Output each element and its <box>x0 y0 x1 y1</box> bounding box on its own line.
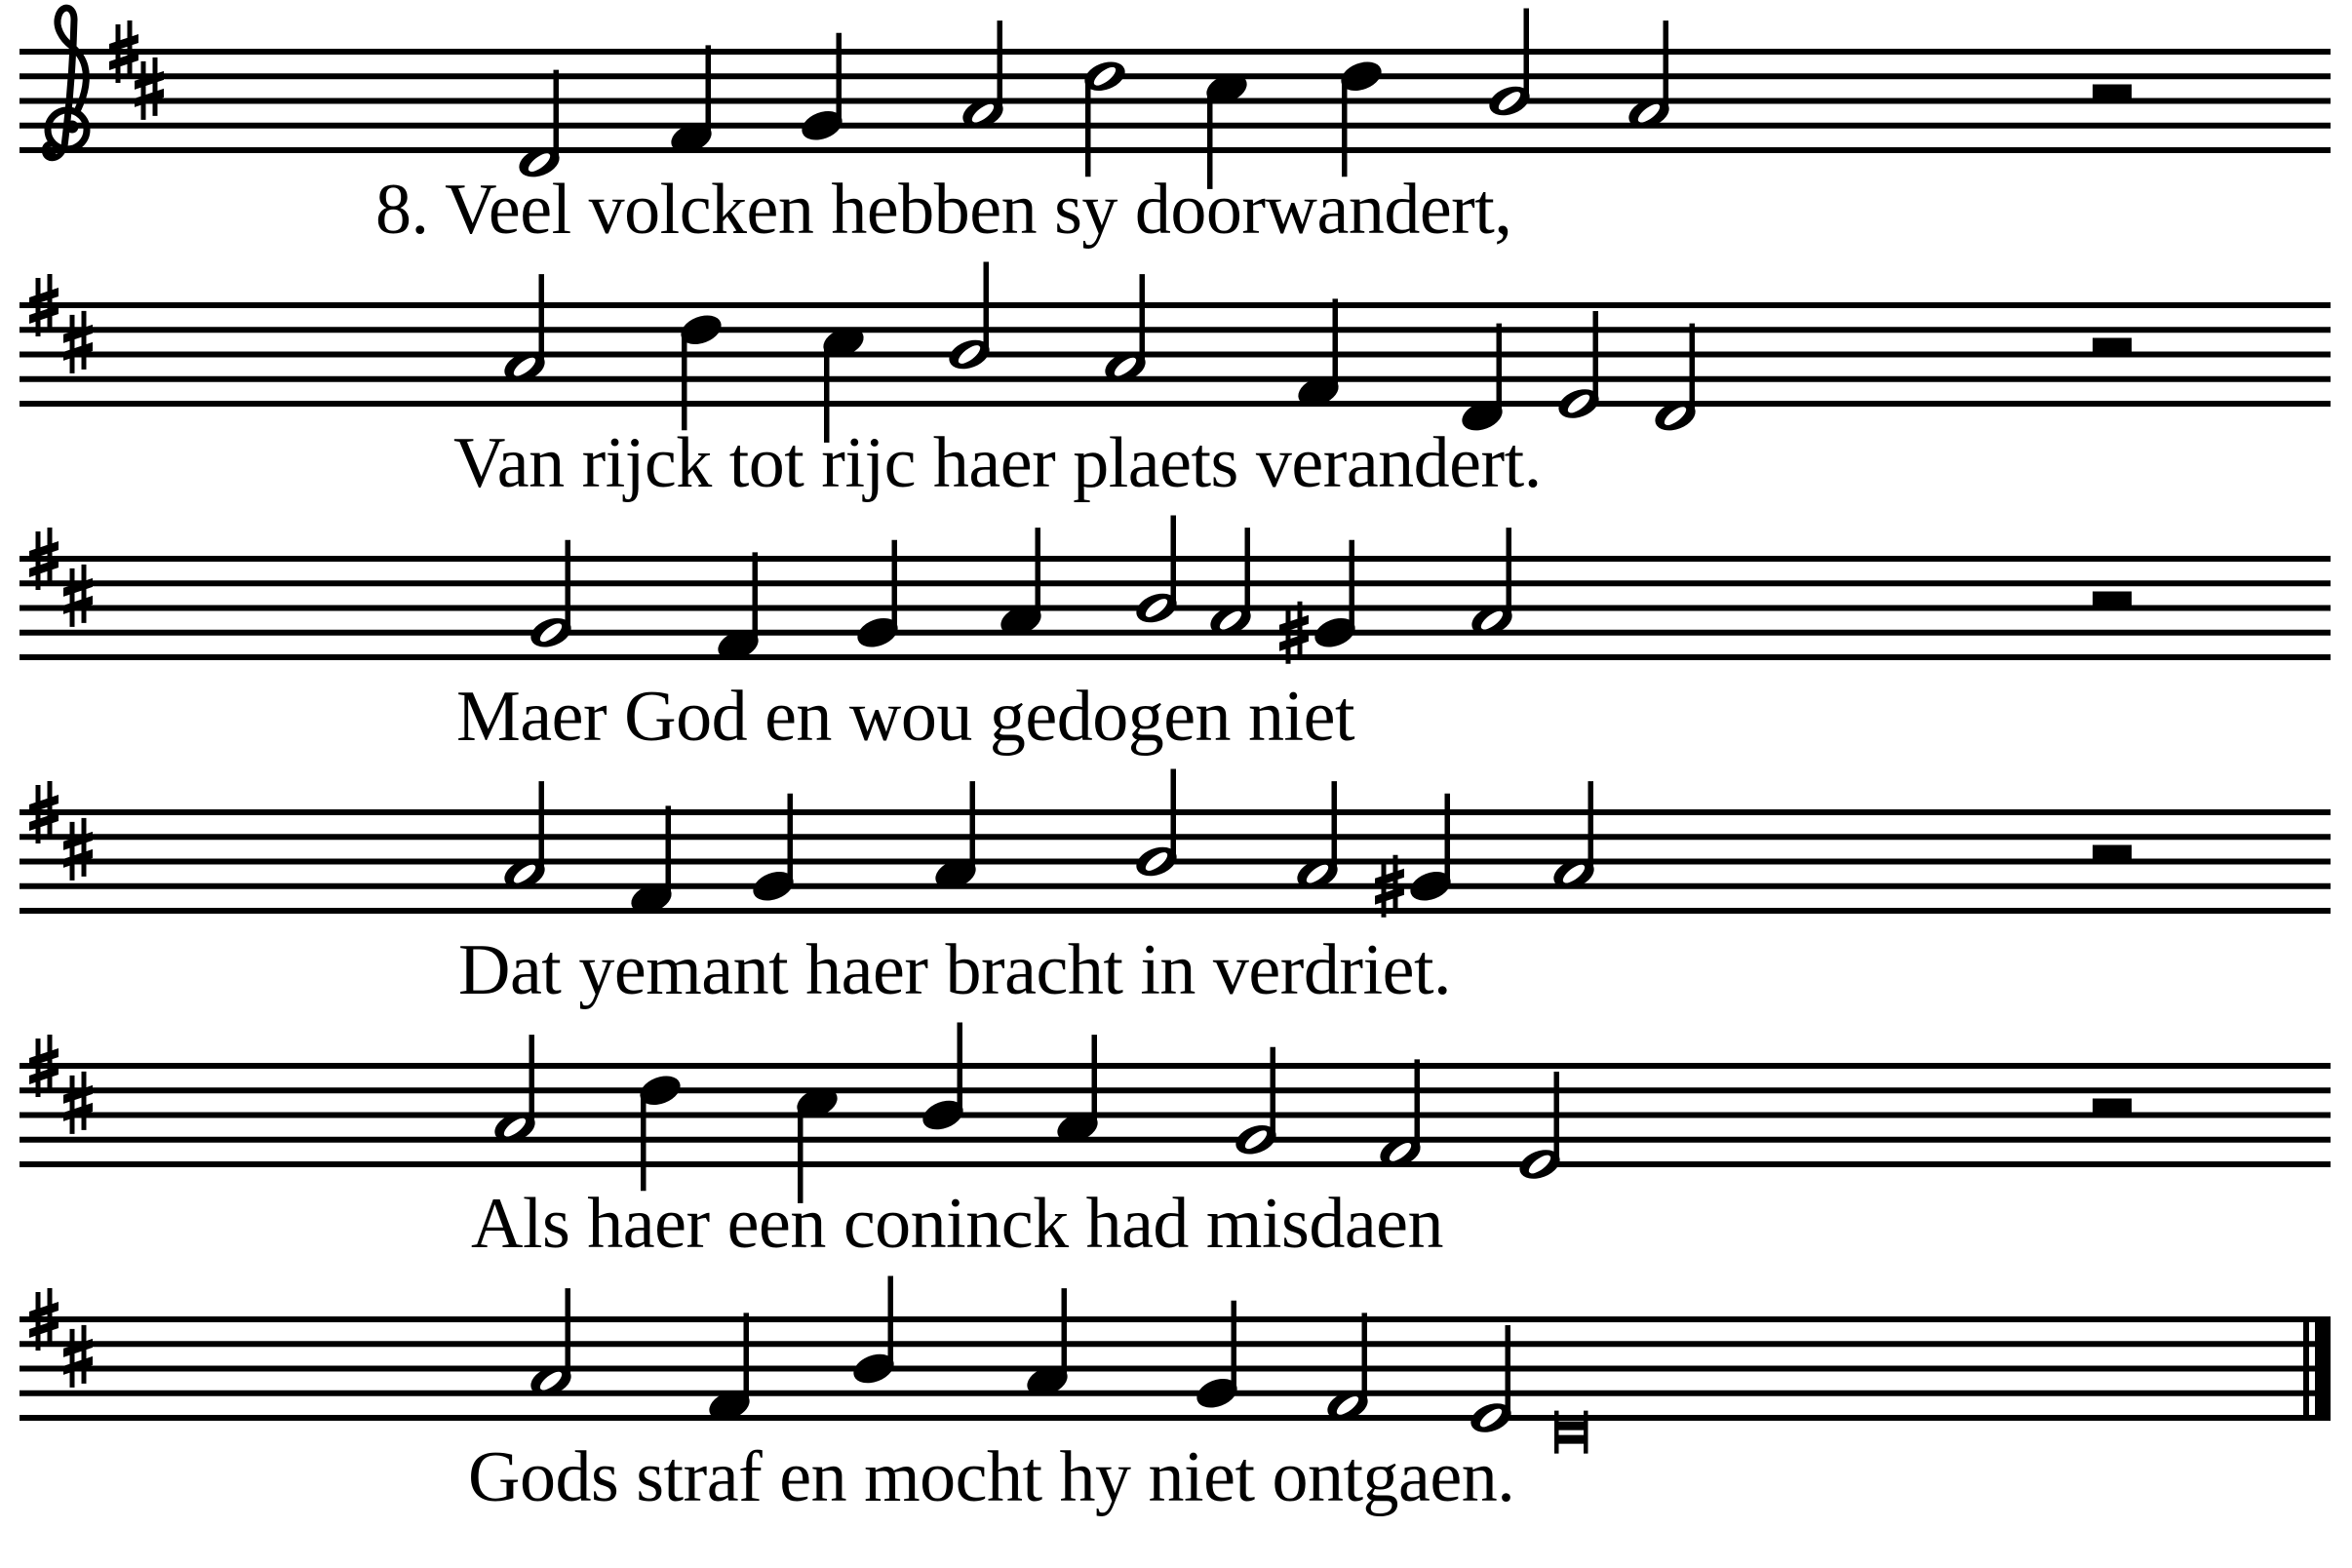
staff-line <box>20 1137 2331 1143</box>
staff-line <box>20 123 2331 129</box>
key-signature-sharp <box>82 565 87 623</box>
lyric-line-4: Dat yemant haer bracht in verdriet. <box>458 930 1452 1010</box>
final-barline <box>2303 1316 2309 1421</box>
key-signature-sharp <box>135 89 164 107</box>
key-signature-sharp <box>82 1072 87 1130</box>
note-stem <box>666 805 672 897</box>
key-signature-sharp <box>70 1076 75 1134</box>
note-stem <box>1140 274 1146 366</box>
breve-note <box>1584 1411 1588 1454</box>
staff-line <box>20 73 2331 79</box>
key-signature-sharp <box>36 1039 41 1097</box>
staff-line <box>20 908 2331 914</box>
note-stem <box>1350 540 1355 632</box>
lyric-line-1: 8. Veel volcken hebben sy doorwandert, <box>375 170 1512 250</box>
staff-line <box>20 302 2331 308</box>
key-signature-sharp <box>70 315 75 373</box>
note-stem <box>1507 528 1512 619</box>
note-stem <box>998 20 1003 112</box>
note-stem <box>566 1288 571 1380</box>
staff-line <box>20 1391 2331 1396</box>
note-stem <box>529 1035 535 1126</box>
note-stem <box>1415 1059 1421 1151</box>
sharp-accidental <box>1298 602 1303 660</box>
final-barline <box>2315 1316 2331 1421</box>
breve-note <box>1554 1422 1588 1431</box>
key-signature-sharp <box>48 781 53 840</box>
staff-line <box>20 98 2331 104</box>
staff-line <box>20 376 2331 382</box>
staff-line <box>20 630 2331 636</box>
note-stem <box>788 794 794 885</box>
note-stem <box>1506 1325 1511 1417</box>
note-stem <box>1062 1288 1068 1380</box>
note-stem <box>1554 1072 1560 1163</box>
note-stem <box>1092 1035 1098 1126</box>
breve-note <box>1554 1411 1559 1454</box>
key-signature-sharp <box>36 785 41 843</box>
staff-line <box>20 1087 2331 1093</box>
note-stem <box>1690 324 1696 415</box>
note-stem <box>539 274 545 366</box>
note-stem <box>1445 794 1451 885</box>
half-rest <box>2093 338 2132 352</box>
staff-line <box>20 1366 2331 1372</box>
lyric-line-3: Maer God en wou gedogen niet <box>456 677 1355 757</box>
key-signature-sharp <box>70 1329 75 1388</box>
key-signature-sharp <box>153 58 158 116</box>
note-stem <box>1362 1313 1368 1404</box>
staff-line <box>20 327 2331 333</box>
key-signature-sharp <box>128 20 133 79</box>
key-signature-sharp <box>82 1325 87 1384</box>
half-rest <box>2093 85 2132 98</box>
key-signature-sharp <box>36 1292 41 1351</box>
half-rest <box>2093 845 2132 859</box>
lyric-line-2: Van rijck tot rijc haer plaets verandert. <box>453 423 1542 503</box>
lyric-line-5: Als haer een coninck had misdaen <box>471 1184 1444 1264</box>
staff-line <box>20 1161 2331 1167</box>
sharp-accidental <box>1393 855 1398 914</box>
note-stem <box>1332 781 1338 873</box>
key-signature-sharp <box>48 1035 53 1093</box>
key-signature-sharp <box>82 311 87 370</box>
note-stem <box>539 781 545 873</box>
note-stem <box>1232 1301 1237 1392</box>
note-stem <box>641 1093 647 1191</box>
note-stem <box>888 1276 894 1368</box>
note-stem <box>1245 528 1251 619</box>
half-rest <box>2093 592 2132 606</box>
key-signature-sharp <box>63 849 93 868</box>
note-stem <box>970 781 976 873</box>
staff-line <box>20 352 2331 358</box>
breve-note <box>1554 1435 1588 1444</box>
key-signature-sharp <box>63 342 93 361</box>
note-stem <box>1333 298 1339 390</box>
note-stem <box>1271 1047 1276 1139</box>
staff-line <box>20 1341 2331 1347</box>
treble-clef-icon <box>44 8 88 159</box>
sharp-accidental <box>1286 606 1291 664</box>
note-stem <box>1497 324 1503 415</box>
sharp-accidental <box>1382 859 1387 918</box>
key-signature-sharp <box>82 818 87 877</box>
staff-line <box>20 401 2331 407</box>
key-signature-sharp <box>48 1288 53 1347</box>
note-stem <box>682 333 687 430</box>
staff-line <box>20 147 2331 153</box>
lyric-line-6: Gods straf en mocht hy niet ontgaen. <box>468 1437 1515 1517</box>
key-signature-sharp <box>36 531 41 590</box>
note-stem <box>892 540 898 632</box>
note-stem <box>1588 781 1594 873</box>
staff-line <box>20 1316 2331 1322</box>
note-stem <box>1342 79 1348 176</box>
key-signature-sharp <box>63 1356 93 1375</box>
note-stem <box>1036 528 1041 619</box>
note-stem <box>753 552 759 644</box>
key-signature-sharp <box>70 568 75 627</box>
staff-line <box>20 49 2331 55</box>
key-signature-sharp <box>141 61 146 120</box>
staff-line <box>20 883 2331 889</box>
note-stem <box>958 1023 963 1115</box>
note-stem <box>554 70 560 162</box>
key-signature-sharp <box>63 1103 93 1121</box>
note-stem <box>1664 20 1669 112</box>
key-signature-sharp <box>48 274 53 333</box>
note-stem <box>706 45 712 137</box>
staff-line <box>20 654 2331 660</box>
note-stem <box>566 540 571 632</box>
key-signature-sharp <box>116 24 121 83</box>
note-stem <box>1593 311 1599 403</box>
key-signature-sharp <box>63 596 93 614</box>
staff-line <box>20 1415 2331 1421</box>
note-stem <box>744 1313 750 1404</box>
staff-line <box>20 1063 2331 1069</box>
key-signature-sharp <box>48 528 53 586</box>
half-rest <box>2093 1099 2132 1113</box>
note-stem <box>1171 516 1177 608</box>
note-stem <box>1085 79 1091 176</box>
note-stem <box>1171 769 1177 861</box>
key-signature-sharp <box>36 278 41 336</box>
staff-line <box>20 1113 2331 1118</box>
note-stem <box>837 33 843 125</box>
key-signature-sharp <box>70 822 75 881</box>
note-stem <box>984 262 990 354</box>
note-stem <box>1524 9 1530 100</box>
